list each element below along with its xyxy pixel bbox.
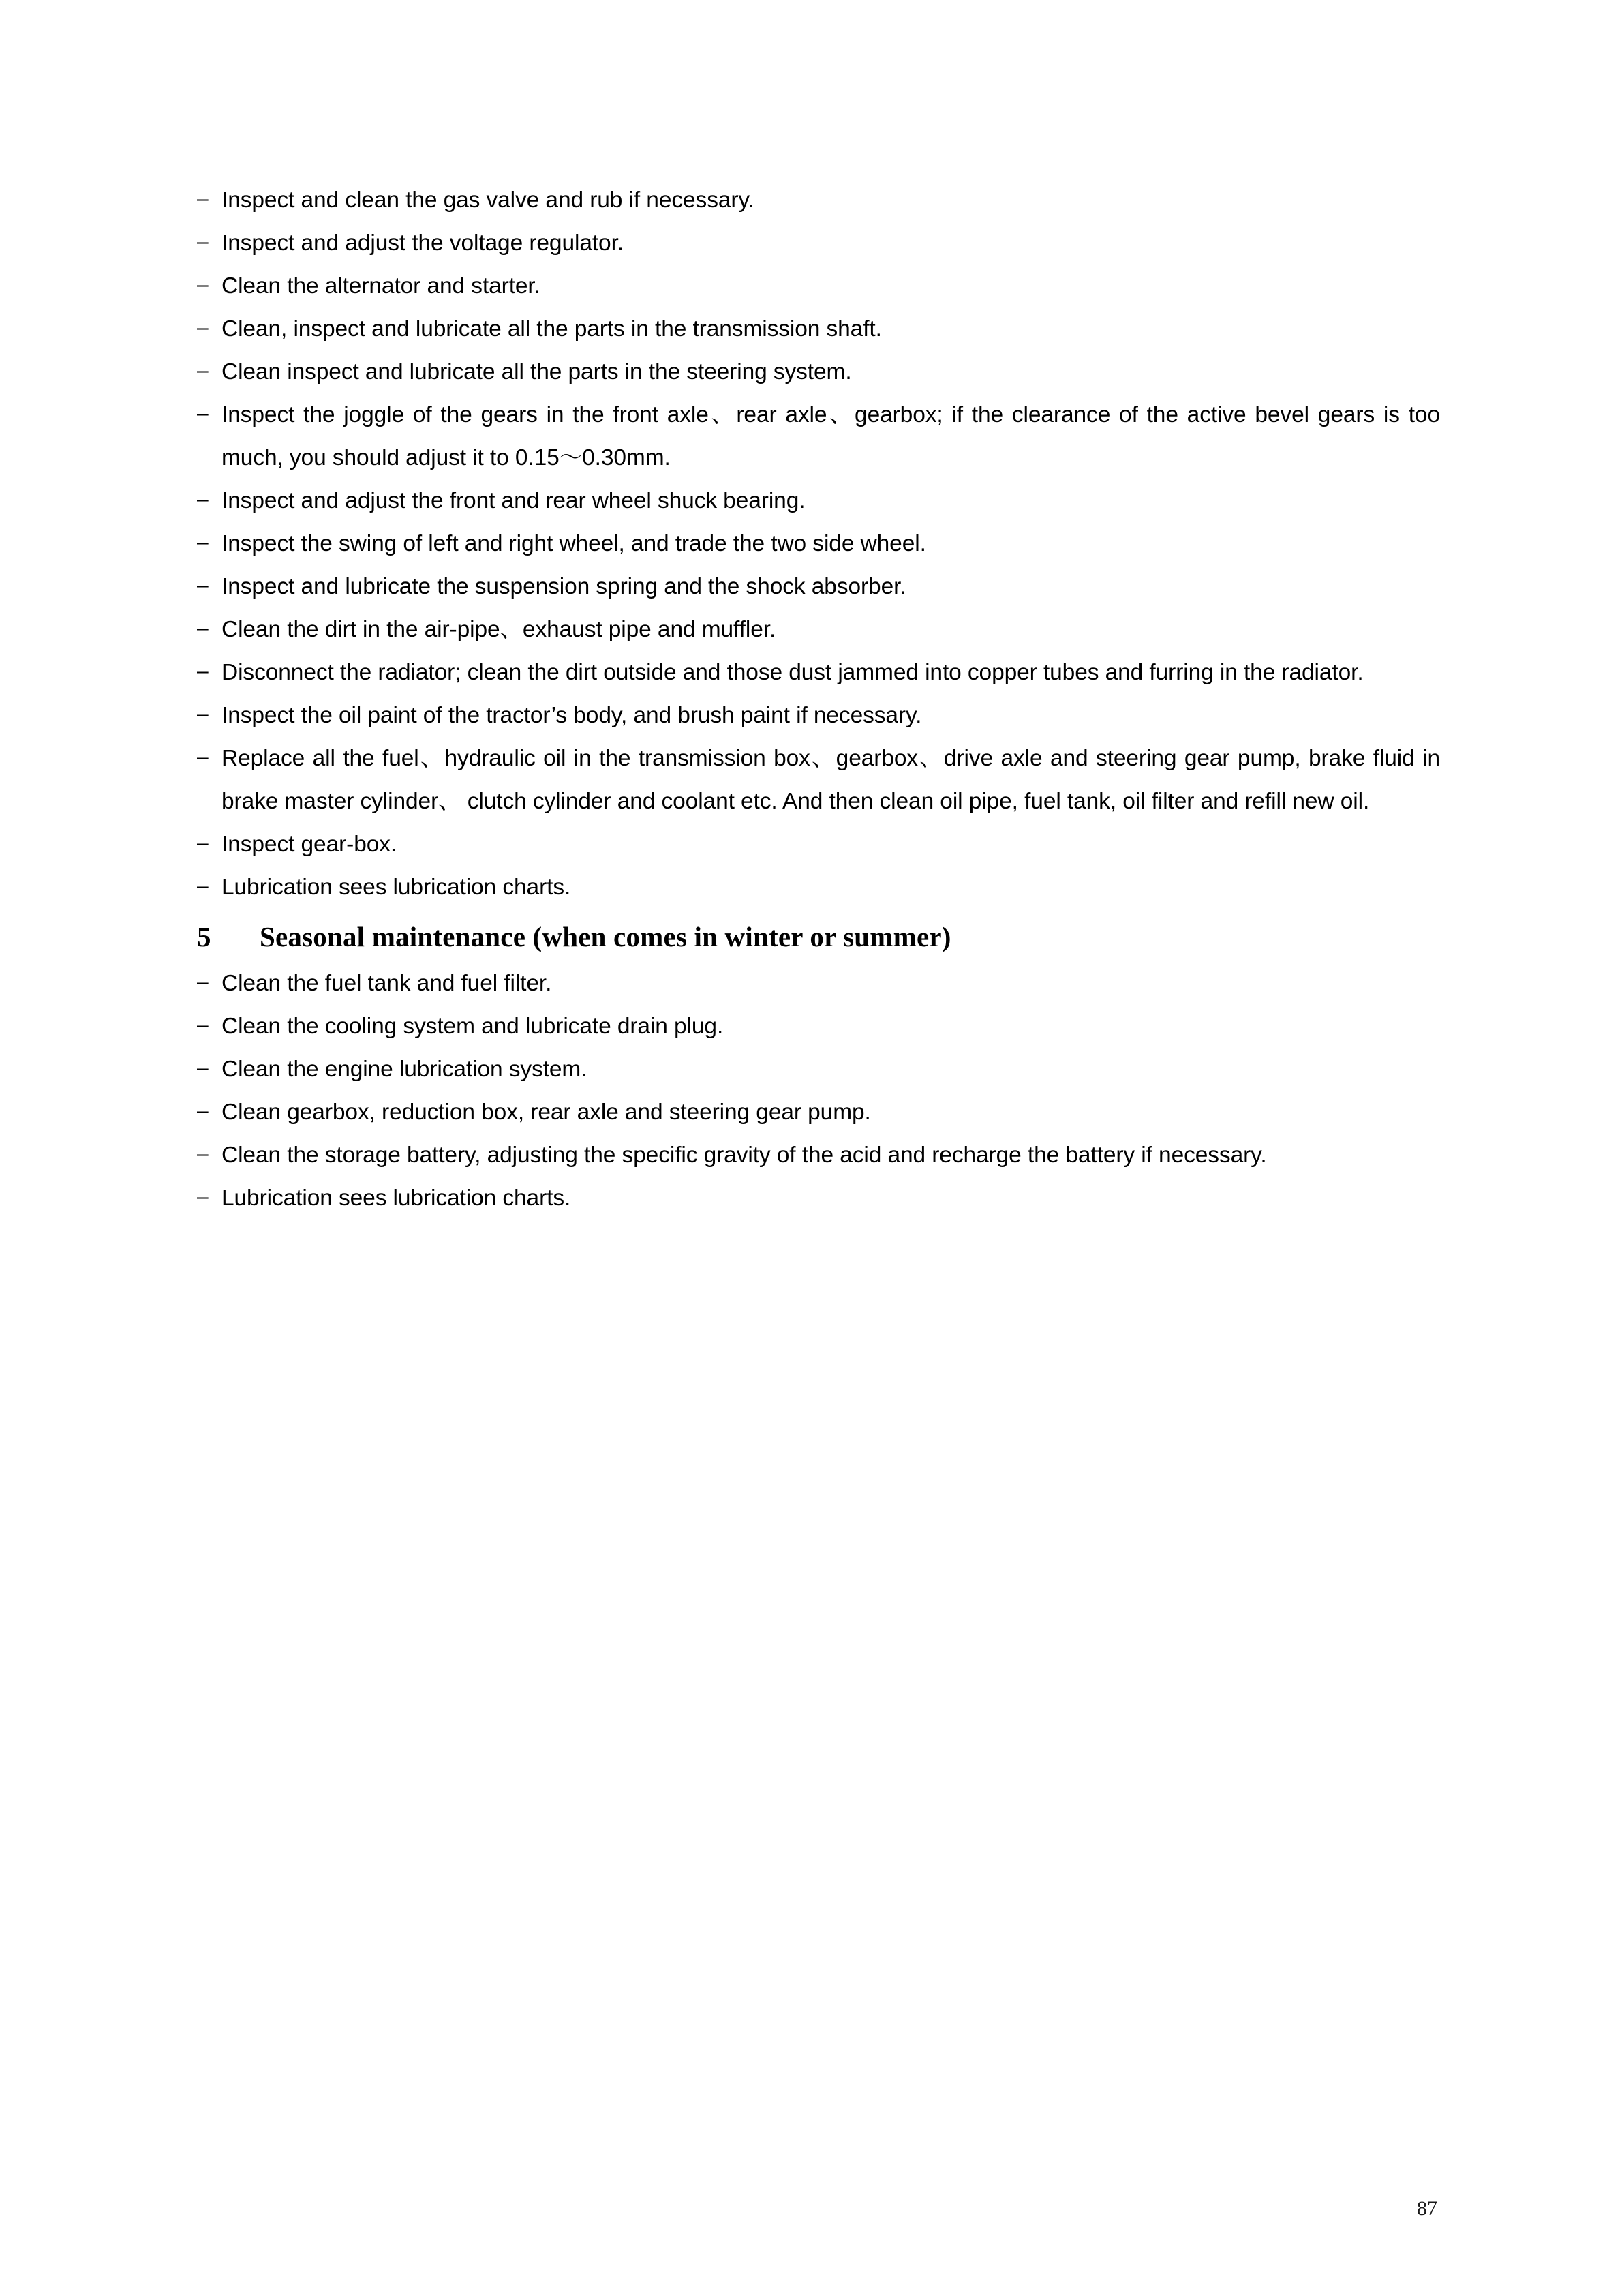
bullet-dash-icon bbox=[197, 565, 217, 608]
list-item bbox=[197, 179, 1440, 222]
list-item bbox=[197, 1005, 1440, 1048]
page-content bbox=[197, 179, 1440, 1220]
bullet-dash-icon bbox=[197, 651, 217, 694]
list-item-text: Clean the cooling system and lubricate drain plug. bbox=[221, 1014, 724, 1039]
list-item bbox=[197, 222, 1440, 265]
list-item bbox=[197, 1048, 1440, 1091]
bullet-dash-icon bbox=[197, 866, 217, 909]
bullet-dash-icon bbox=[197, 1134, 217, 1177]
list-item-text: Lubrication sees lubrication charts. bbox=[221, 875, 571, 900]
list-item bbox=[197, 962, 1440, 1005]
list-item-text: Clean inspect and lubricate all the parts in the steering system. bbox=[221, 359, 852, 384]
list-item bbox=[197, 651, 1440, 694]
bullet-dash-icon bbox=[197, 1048, 217, 1091]
maintenance-blocks bbox=[197, 179, 1440, 1220]
list-item bbox=[197, 1177, 1440, 1220]
list-item-text: Clean the dirt in the air-pipe、exhaust pipe and muffler. bbox=[221, 617, 776, 642]
list-item-text: Inspect gear-box. bbox=[221, 832, 397, 857]
bullet-dash-icon bbox=[197, 393, 217, 436]
list-item bbox=[197, 1134, 1440, 1177]
bullet-dash-icon bbox=[197, 265, 217, 307]
list-item bbox=[197, 694, 1440, 737]
section-number: 5 bbox=[197, 921, 211, 952]
list-item bbox=[197, 393, 1440, 479]
bullet-dash-icon bbox=[197, 179, 217, 222]
bullet-dash-icon bbox=[197, 1177, 217, 1220]
bullet-dash-icon bbox=[197, 222, 217, 265]
list-item bbox=[197, 866, 1440, 909]
bullet-dash-icon bbox=[197, 823, 217, 866]
list-item-text: Clean the alternator and starter. bbox=[221, 273, 540, 299]
list-item bbox=[197, 823, 1440, 866]
list-item bbox=[197, 265, 1440, 307]
list-item-text: Inspect the oil paint of the tractor’s body, and brush paint if necessary. bbox=[221, 703, 922, 728]
bullet-dash-icon bbox=[197, 694, 217, 737]
bullet-dash-icon bbox=[197, 350, 217, 393]
section-title: Seasonal maintenance (when comes in winter or summer) bbox=[260, 921, 951, 952]
list-item-text: Clean, inspect and lubricate all the parts in the transmission shaft. bbox=[221, 316, 882, 342]
list-item bbox=[197, 350, 1440, 393]
list-item-text: Inspect the swing of left and right wheel, and trade the two side wheel. bbox=[221, 531, 926, 556]
list-item bbox=[197, 1091, 1440, 1134]
list-item-text: Inspect and lubricate the suspension spring and the shock absorber. bbox=[221, 574, 906, 599]
list-item bbox=[197, 522, 1440, 565]
list-item bbox=[197, 565, 1440, 608]
page-number: 87 bbox=[1417, 2197, 1437, 2220]
list-item-text: Disconnect the radiator; clean the dirt outside and those dust jammed into copper tubes and furring in the radiator. bbox=[221, 660, 1364, 685]
bullet-dash-icon bbox=[197, 307, 217, 350]
list-item-text: Replace all the fuel、hydraulic oil in the transmission box、gearbox、drive axle and steering gear pump, brake fluid in brake master cylinder、 clutch cylinder and coolant etc. And then clean oil pipe, fuel tank, oil filter and refill new oil. bbox=[221, 746, 1440, 814]
list-item-text: Clean gearbox, reduction box, rear axle and steering gear pump. bbox=[221, 1100, 871, 1125]
list-item-text: Clean the storage battery, adjusting the specific gravity of the acid and recharge the battery if necessary. bbox=[221, 1143, 1267, 1168]
bullet-dash-icon bbox=[197, 479, 217, 522]
bullet-dash-icon bbox=[197, 608, 217, 651]
section-heading bbox=[197, 913, 1440, 961]
list-item-text: Inspect and adjust the voltage regulator. bbox=[221, 230, 624, 256]
bullet-dash-icon bbox=[197, 962, 217, 1005]
list-item-text: Clean the fuel tank and fuel filter. bbox=[221, 971, 552, 996]
list-item-text: Inspect the joggle of the gears in the front axle、rear axle、gearbox; if the clearance of the active bevel gears is too much, you should adjust it to 0.15～0.30mm. bbox=[221, 402, 1440, 470]
list-item bbox=[197, 737, 1440, 823]
list-item bbox=[197, 608, 1440, 651]
list-item-text: Inspect and clean the gas valve and rub if necessary. bbox=[221, 187, 754, 213]
list-item-text: Lubrication sees lubrication charts. bbox=[221, 1185, 571, 1211]
list-item bbox=[197, 307, 1440, 350]
bullet-dash-icon bbox=[197, 1091, 217, 1134]
bullet-dash-icon bbox=[197, 522, 217, 565]
list-item-text: Inspect and adjust the front and rear wheel shuck bearing. bbox=[221, 488, 806, 513]
list-item bbox=[197, 479, 1440, 522]
list-item-text: Clean the engine lubrication system. bbox=[221, 1057, 587, 1082]
bullet-dash-icon bbox=[197, 737, 217, 780]
bullet-dash-icon bbox=[197, 1005, 217, 1048]
